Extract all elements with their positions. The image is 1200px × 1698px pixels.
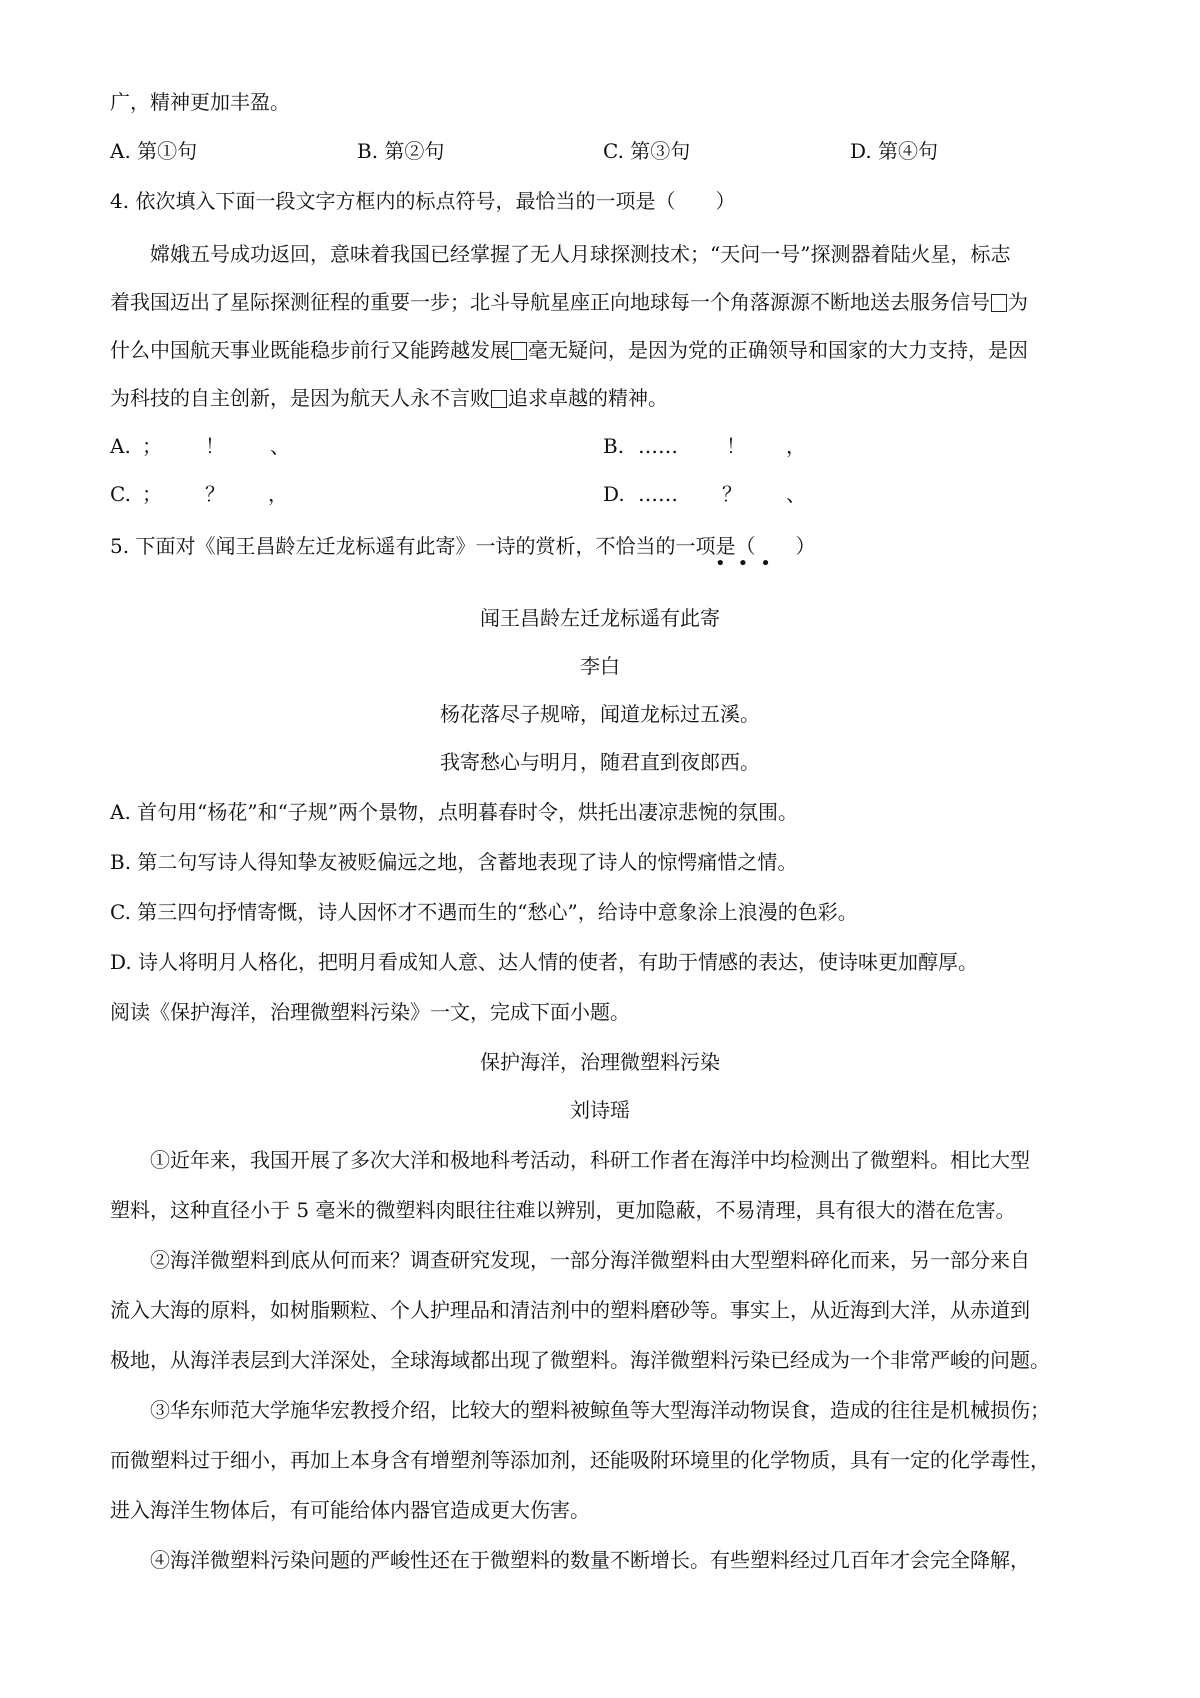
option-label: C.: [110, 482, 131, 506]
paragraph-line: ③华东师范大学施华宏教授介绍，比较大的塑料被鲸鱼等大型海洋动物误食，造成的往往是机械损伤；: [150, 1398, 1050, 1422]
q4-passage-text: 追求卓越的精神。: [508, 386, 668, 410]
option-mark: ，: [268, 482, 288, 506]
blank-box-2: [511, 342, 527, 360]
q4-passage-line: [110, 384, 668, 412]
option-mark: ……: [638, 434, 678, 458]
q3-option-b: B. 第②句: [357, 139, 445, 163]
q5-option-a: A. 首句用“杨花”和“子规”两个景物，点明暮春时令，烘托出凄凉悲惋的氛围。: [110, 800, 799, 824]
q5-option-d: D. 诗人将明月人格化，把明月看成知人意、达人情的使者，有助于情感的表达，使诗味更加醇厚。: [110, 950, 979, 974]
q4-passage-text: 毫无疑问，是因为党的正确领导和国家的大力支持，是因: [528, 338, 1028, 362]
option-mark: ……: [638, 482, 678, 506]
reading-intro: 阅读《保护海洋，治理微塑料污染》一文，完成下面小题。: [110, 1000, 630, 1024]
q5-option-c: C. 第三四句抒情寄慨，诗人因怀才不遇而生的“愁心”，给诗中意象涂上浪漫的色彩。: [110, 900, 858, 924]
poet-name: 李白: [580, 654, 620, 678]
q4-stem: 4. 依次填入下面一段文字方框内的标点符号，最恰当的一项是（ ）: [110, 189, 736, 213]
option-mark: ？: [205, 482, 225, 506]
emphasis-dots: •••: [715, 553, 783, 574]
option-mark: ；: [142, 482, 162, 506]
poem-line: 杨花落尽子规啼，闻道龙标过五溪。: [440, 702, 760, 726]
q4-passage-line: 嫦娥五号成功返回，意味着我国已经掌握了无人月球探测技术；“天问一号”探测器着陆火星，标志: [150, 242, 1011, 266]
q3-option-c: C. 第③句: [603, 139, 691, 163]
poem-line: 我寄愁心与明月，随君直到夜郎西。: [440, 750, 760, 774]
article-author: 刘诗瑶: [570, 1098, 630, 1122]
paragraph-line: ②海洋微塑料到底从何而来？调查研究发现，一部分海洋微塑料由大型塑料碎化而来，另一部分来自: [150, 1248, 1030, 1272]
paragraph-line: 进入海洋生物体后，有可能给体内器官造成更大伤害。: [110, 1498, 590, 1522]
option-mark: 、: [786, 482, 806, 506]
q4-passage-line: [110, 288, 1028, 316]
q5-stem: 5. 下面对《闻王昌龄左迁龙标遥有此寄》一诗的赏析，不恰当的一项是（ ）: [110, 534, 816, 558]
option-mark: 、: [270, 434, 290, 458]
option-label: D.: [603, 482, 625, 506]
option-mark: ！: [726, 434, 746, 458]
option-mark: ；: [142, 434, 162, 458]
paragraph-line: 而微塑料过于细小，再加上本身含有增塑剂等添加剂，还能吸附环境里的化学物质，具有一定的化学毒性，: [110, 1448, 1050, 1472]
q3-option-a: A. 第①句: [110, 139, 198, 163]
poem-title: 闻王昌龄左迁龙标遥有此寄: [480, 606, 720, 630]
option-mark: ！: [205, 434, 225, 458]
q4-passage-text: 着我国迈出了星际探测征程的重要一步；北斗导航星座正向地球每一个角落源源不断地送去服务信号: [110, 290, 990, 314]
continuation-text: 广，精神更加丰盈。: [110, 90, 290, 114]
option-mark: ，: [786, 434, 806, 458]
blank-box-1: [991, 294, 1007, 312]
paragraph-line: 流入大海的原料，如树脂颗粒、个人护理品和清洁剂中的塑料磨砂等。事实上，从近海到大洋，从赤道到: [110, 1298, 1030, 1322]
paragraph-line: 极地，从海洋表层到大洋深处，全球海域都出现了微塑料。海洋微塑料污染已经成为一个非常严峻的问题。: [110, 1348, 1050, 1372]
q4-passage-line: [110, 336, 1028, 364]
option-label: A.: [110, 434, 131, 458]
q5-option-b: B. 第二句写诗人得知挚友被贬偏远之地，含蓄地表现了诗人的惊愕痛惜之情。: [110, 850, 798, 874]
q4-passage-text: 为科技的自主创新，是因为航天人永不言败: [110, 386, 490, 410]
paragraph-line: 塑料，这种直径小于 5 毫米的微塑料肉眼往往难以辨别，更加隐蔽，不易清理，具有很大的潜在危害。: [110, 1198, 1016, 1222]
q4-passage-text: 为: [1008, 290, 1028, 314]
q3-option-d: D. 第④句: [850, 139, 939, 163]
paragraph-line: ④海洋微塑料污染问题的严峻性还在于微塑料的数量不断增长。有些塑料经过几百年才会完全降解，: [150, 1548, 1030, 1572]
q4-passage-text: 什么中国航天事业既能稳步前行又能跨越发展: [110, 338, 510, 362]
option-label: B.: [603, 434, 625, 458]
option-mark: ？: [722, 482, 742, 506]
blank-box-3: [491, 390, 507, 408]
paragraph-line: ①近年来，我国开展了多次大洋和极地科考活动，科研工作者在海洋中均检测出了微塑料。相比大型: [150, 1148, 1030, 1172]
article-title: 保护海洋，治理微塑料污染: [480, 1050, 720, 1074]
